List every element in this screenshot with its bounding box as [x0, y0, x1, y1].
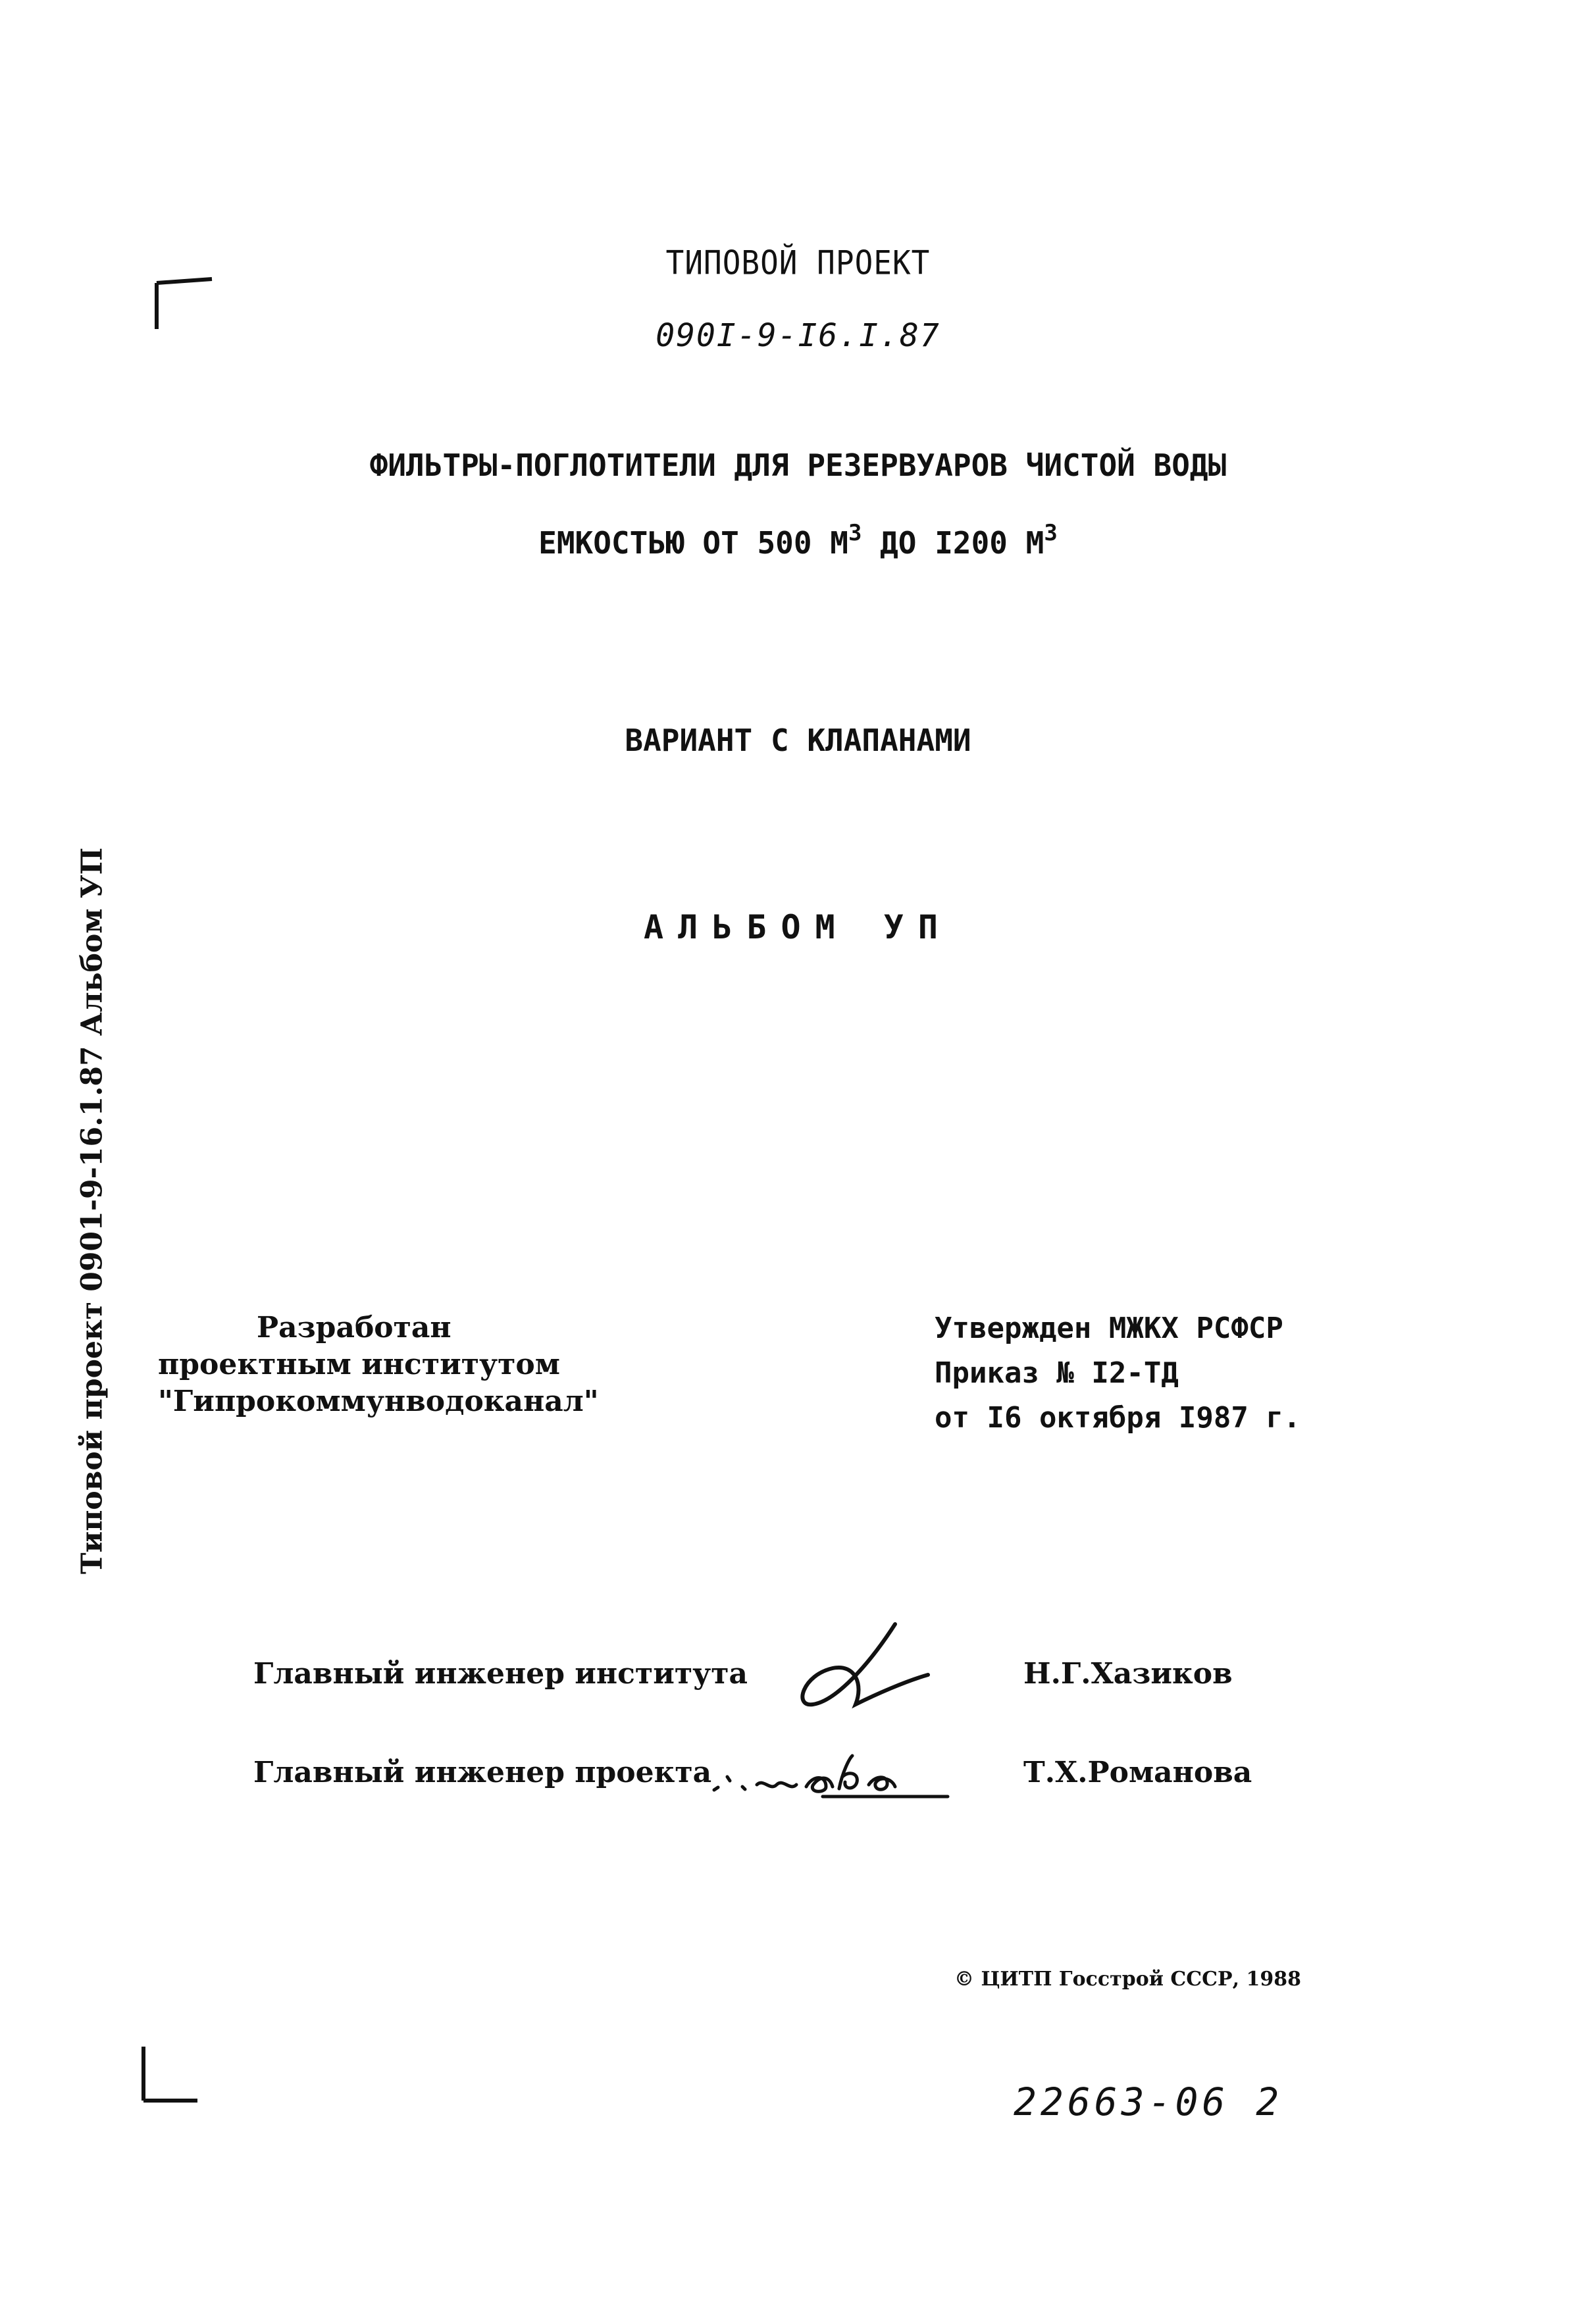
variant-label: ВАРИАНТ С КЛАПАНАМИ — [625, 723, 971, 758]
corner-mark-bottom — [143, 2047, 197, 2101]
type-project-heading: ТИПОВОЙ ПРОЕКТ — [665, 243, 931, 282]
superscript-3: 3 — [1044, 520, 1058, 546]
document-title-line2 — [0, 520, 1596, 561]
signature-romanova — [714, 1756, 948, 1797]
title-capacity-from: ЕМКОСТЬЮ ОТ 500 М — [538, 525, 848, 561]
title-capacity-to: ДО I200 М — [862, 525, 1044, 561]
approval-block — [935, 1306, 1300, 1441]
signature-role-1: Главный инженер института — [253, 1657, 748, 1691]
superscript-3: 3 — [848, 520, 862, 546]
signature-name-2: Т.Х.Романова — [1023, 1756, 1252, 1789]
developer-line3: "Гипрокоммунводоканал" — [158, 1385, 599, 1418]
developer-line2: проектным институтом — [158, 1348, 560, 1381]
signature-role-2: Главный инженер проекта — [253, 1756, 712, 1789]
project-code: 090I-9-I6.I.87 — [656, 317, 940, 354]
approval-line3: от I6 октября I987 г. — [935, 1401, 1301, 1435]
document-number: 22663-06 2 — [1014, 2080, 1283, 2124]
copyright-notice: © ЦИТП Госстрой СССР, 1988 — [954, 1968, 1301, 1991]
approval-line1: Утвержден МЖКХ РСФСР — [935, 1312, 1283, 1345]
side-margin-text: Типовой проект 0901-9-16.1.87 Альбом УП — [75, 847, 109, 1575]
developer-line1: Разработан — [257, 1311, 451, 1344]
signature-hazikov — [802, 1624, 928, 1704]
document-title-line1: ФИЛЬТРЫ-ПОГЛОТИТЕЛИ ДЛЯ РЕЗЕРВУАРОВ ЧИСТОЙ ВОДЫ — [369, 447, 1227, 483]
album-label: АЛЬБОМ УП — [644, 908, 952, 946]
approval-line2: Приказ № I2-ТД — [935, 1356, 1179, 1390]
developer-block — [158, 1310, 599, 1420]
signature-name-1: Н.Г.Хазиков — [1023, 1657, 1233, 1691]
